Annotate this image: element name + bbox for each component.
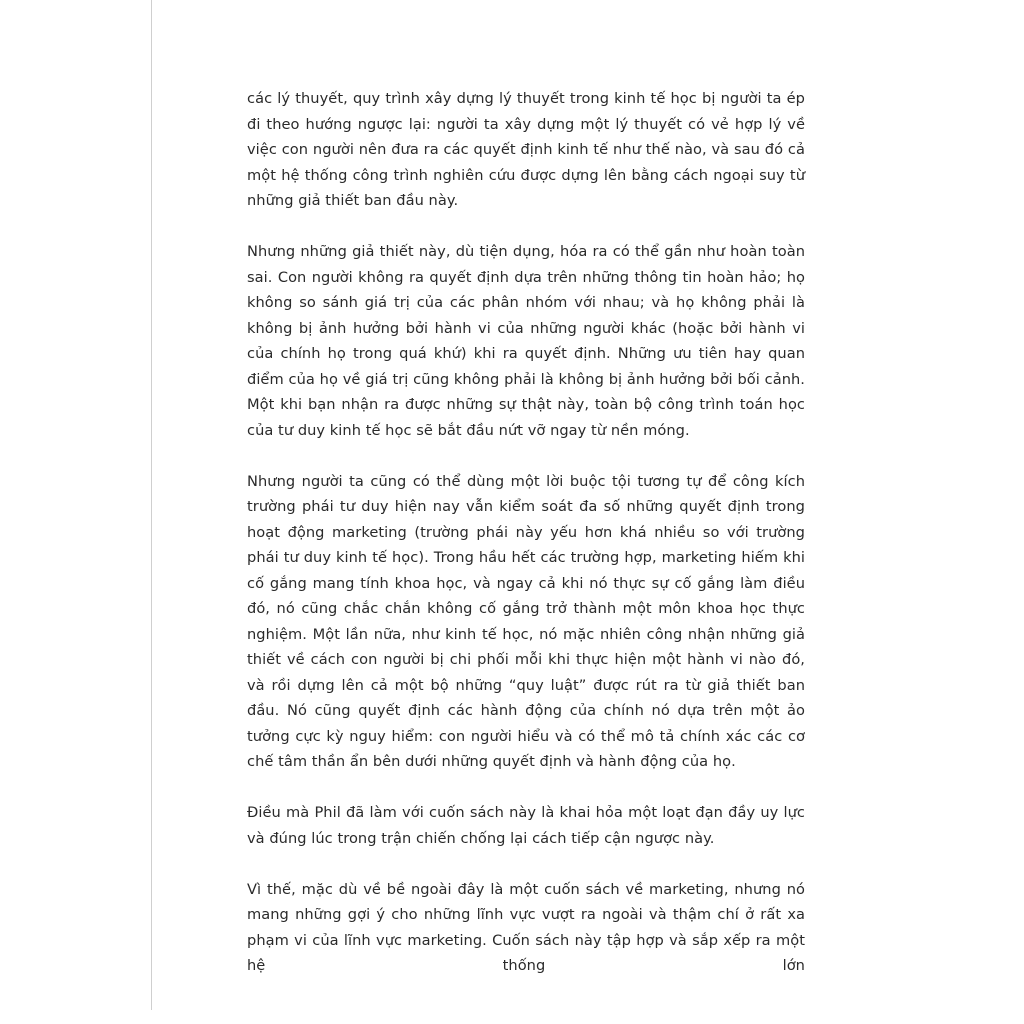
paragraph-2: Nhưng những giả thiết này, dù tiện dụng, hóa ra có thể gần như hoàn toàn sai. Con người không ra quyết định dựa trên những thông tin hoàn hảo; họ không so sánh giá trị của các phân nhóm với nhau; và họ không phải là không bị ảnh hưởng bởi hành vi của những người khác (hoặc bởi hành vi của chính họ trong quá khứ) khi ra quyết định. Những ưu tiên hay quan điểm của họ về giá trị cũng không phải là không bị ảnh hưởng bởi bối cảnh. Một khi bạn nhận ra được những sự thật này, toàn bộ công trình toán học của tư duy kinh tế học sẽ bắt đầu nứt vỡ ngay từ nền móng. — [247, 243, 805, 439]
paragraph-5: Vì thế, mặc dù về bề ngoài đây là một cuốn sách về marketing, nhưng nó mang những gợi ý cho những lĩnh vực vượt ra ngoài và thậm chí ở rất xa phạm vi của lĩnh vực marketing. Cuốn sách này tập hợp và sắp xếp ra một hệ thống lớn — [247, 880, 805, 974]
paragraph-1: các lý thuyết, quy trình xây dựng lý thuyết trong kinh tế học bị người ta ép đi theo hướng ngược lại: người ta xây dựng một lý thuyết có vẻ hợp lý về việc con người nên đưa ra các quyết định kinh tế như thế nào, và sau đó cả một hệ thống công trình nghiên cứu được dựng lên bằng cách ngoại suy từ những giả thiết ban đầu này. — [247, 90, 805, 209]
page-gutter-line — [151, 0, 152, 1010]
paragraph-3: Nhưng người ta cũng có thể dùng một lời buộc tội tương tự để công kích trường phái tư duy hiện nay vẫn kiểm soát đa số những quyết định trong hoạt động marketing (trường phái này yếu hơn khá nhiều so với trường phái tư duy kinh tế học). Trong hầu hết các trường hợp, marketing hiếm khi cố gắng mang tính khoa học, và ngay cả khi nó thực sự cố gắng làm điều đó, nó cũng chắc chắn không cố gắng trở thành một môn khoa học thực nghiệm. Một lần nữa, như kinh tế học, nó mặc nhiên công nhận những giả thiết về cách con người bị chi phối mỗi khi thực hiện một hành vi nào đó, và rồi dựng lên cả một bộ những “quy luật” được rút ra từ giả thiết ban đầu. Nó cũng quyết định các hành động của chính nó dựa trên một ảo tưởng cực kỳ nguy hiểm: con người hiểu và có thể mô tả chính xác các cơ chế tâm thần ẩn bên dưới những quyết định và hành động của họ. — [247, 472, 805, 770]
paragraph-4: Điều mà Phil đã làm với cuốn sách này là khai hỏa một loạt đạn đầy uy lực và đúng lúc trong trận chiến chống lại cách tiếp cận ngược này. — [247, 804, 805, 847]
page-body-text — [247, 86, 805, 1004]
